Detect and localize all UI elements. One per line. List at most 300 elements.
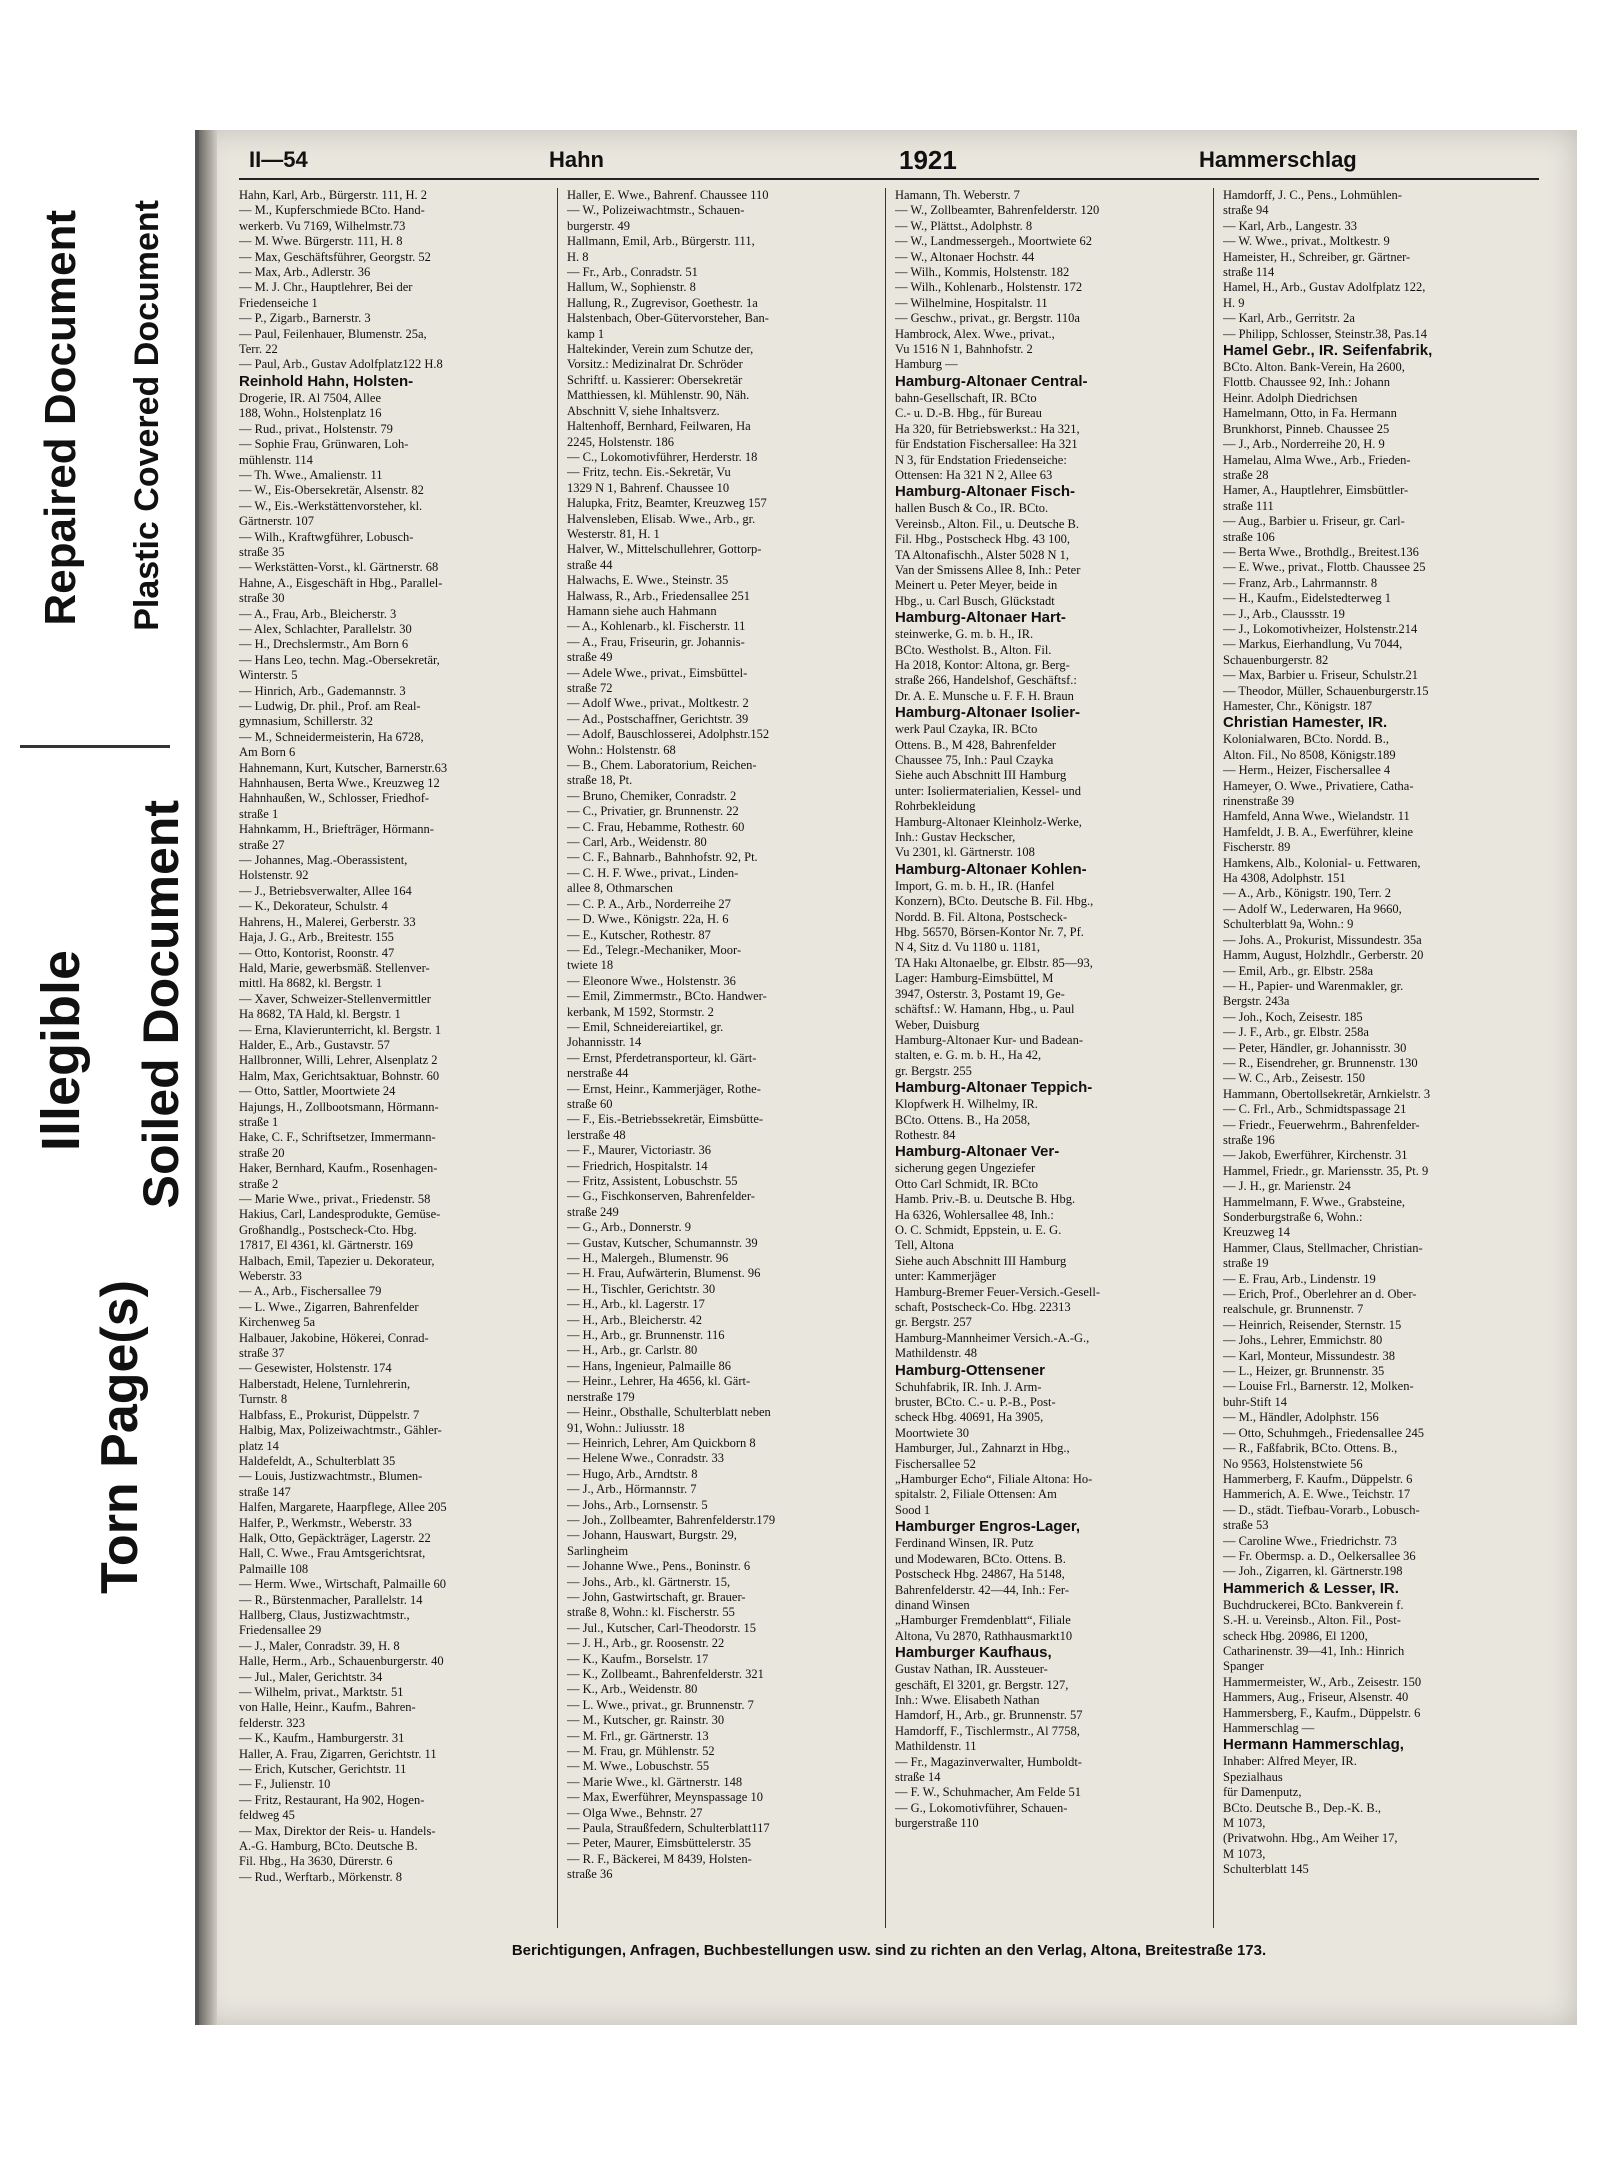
directory-entry: — Johannes, Mag.-Oberassistent, <box>239 853 408 868</box>
directory-entry: Mathildenstr. 48 <box>895 1346 977 1361</box>
directory-entry: — Markus, Eierhandlung, Vu 7044, <box>1223 637 1403 652</box>
directory-entry: feldweg 45 <box>239 1808 295 1823</box>
directory-entry: — W., Eis-Obersekretär, Alsenstr. 82 <box>239 483 424 498</box>
directory-entry: Haller, E. Wwe., Bahrenf. Chaussee 110 <box>567 188 769 202</box>
directory-entry: — A., Frau, Friseurin, gr. Johannis- <box>567 634 745 649</box>
directory-entry: straße 111 <box>1223 498 1274 513</box>
directory-entry: BCto. Ottens. B., Ha 2058, <box>895 1112 1031 1127</box>
directory-entry: Vereinsb., Alton. Fil., u. Deutsche B. <box>895 516 1080 531</box>
directory-entry: — Otto, Schuhmgeh., Friedensallee 245 <box>1223 1425 1425 1440</box>
directory-entry: — Fritz, Restaurant, Ha 902, Hogen- <box>239 1792 425 1807</box>
directory-entry: Hamburg-Altonaer Kohlen- <box>895 860 1087 878</box>
directory-entry: — L. Wwe., privat., gr. Brunnenstr. 7 <box>567 1697 754 1712</box>
directory-entry: straße 36 <box>567 1867 613 1882</box>
directory-entry: — H., Arb., Bleicherstr. 42 <box>567 1312 703 1327</box>
directory-entry: Meinert u. Peter Meyer, beide in <box>895 578 1058 593</box>
directory-entry: — M. J. Chr., Hauptlehrer, Bei der <box>239 280 413 295</box>
directory-entry: 1329 N 1, Bahrenf. Chaussee 10 <box>567 480 730 495</box>
directory-entry: Halwass, R., Arb., Friedensallee 251 <box>567 588 750 603</box>
directory-entry: — Erna, Klavierunterricht, kl. Bergstr. 1 <box>239 1022 442 1037</box>
directory-entry: Sarlingheim <box>567 1543 629 1558</box>
directory-entry: — J., Arb., Hörmannstr. 7 <box>567 1482 697 1497</box>
directory-entry: schaft, Postscheck-Co. Hbg. 22313 <box>895 1300 1071 1314</box>
directory-entry: — Louise Frl., Barnerstr. 12, Molken- <box>1223 1379 1414 1394</box>
directory-entry: — G., Lokomotivführer, Schauen- <box>895 1800 1068 1815</box>
directory-entry: H. 9 <box>1223 295 1245 310</box>
directory-entry: Großhandlg., Postscheck-Cto. Hbg. <box>239 1222 417 1237</box>
directory-entry: — Otto, Kontorist, Roonstr. 47 <box>239 945 395 960</box>
directory-entry: Bahrenfelderstr. 42—44, Inh.: Fer- <box>895 1582 1070 1597</box>
directory-entry: Buchdruckerei, BCto. Bankverein f. <box>1223 1597 1404 1612</box>
directory-entry: — A., Arb., Fischersallee 79 <box>239 1284 382 1299</box>
directory-entry: Moortwiete 30 <box>895 1425 969 1440</box>
directory-entry: Chaussee 75, Inh.: Paul Czayka <box>895 753 1054 767</box>
directory-entry: bruster, BCto. C.- u. P.-B., Post- <box>895 1395 1056 1410</box>
directory-entry: Hallung, R., Zugrevisor, Goethestr. 1a <box>567 295 758 310</box>
directory-entry: — Franz, Arb., Lahrmannstr. 8 <box>1223 575 1378 590</box>
directory-entry: N 4, Sitz d. Vu 1180 u. 1181, <box>895 940 1040 955</box>
directory-entry: — Adolf, Bauschlosserei, Adolphstr.152 <box>567 727 770 742</box>
directory-entry: — Johs., Lehrer, Emmichstr. 80 <box>1223 1333 1383 1348</box>
directory-entry: Hermann Hammerschlag, <box>1223 1736 1404 1754</box>
directory-entry: straße 53 <box>1223 1518 1269 1533</box>
directory-entry: Hamel Gebr., IR. Seifenfabrik, <box>1223 342 1433 360</box>
directory-entry: Hahnkamm, H., Briefträger, Hörmann- <box>239 822 434 837</box>
directory-entry: Halfer, P., Werkmstr., Weberstr. 33 <box>239 1515 412 1530</box>
directory-entry: Haldefeldt, A., Schulterblatt 35 <box>239 1453 396 1468</box>
directory-entry: Hamm, August, Holzhdlr., Gerberstr. 20 <box>1223 948 1424 963</box>
directory-entry: — C., Privatier, gr. Brunnenstr. 22 <box>567 804 739 819</box>
directory-entry: — Gesewister, Holstenstr. 174 <box>239 1361 392 1376</box>
directory-entry: Halm, Max, Gerichtsaktuar, Bohnstr. 60 <box>239 1068 440 1083</box>
directory-entry: für Endstation Fischersallee: Ha 321 <box>895 437 1078 452</box>
directory-entry: straße 30 <box>239 591 285 606</box>
directory-entry: Altona, Vu 2870, Rathhausmarkt10 <box>895 1628 1073 1643</box>
directory-entry: Kirchenweg 5a <box>239 1315 316 1330</box>
directory-entry: straße 49 <box>567 650 613 665</box>
directory-entry: sicherung gegen Ungeziefer <box>895 1161 1036 1176</box>
directory-entry: Fischerstr. 89 <box>1223 840 1291 855</box>
directory-entry: — Karl, Arb., Langestr. 33 <box>1223 218 1358 233</box>
directory-entry: straße 14 <box>895 1769 941 1784</box>
directory-entry: Schulterblatt 9a, Wohn.: 9 <box>1223 917 1354 932</box>
directory-entry: straße 2 <box>239 1176 279 1191</box>
directory-entry: Hamfeldt, J. B. A., Ewerführer, kleine <box>1223 824 1414 839</box>
publisher-footer: Berichtigungen, Anfragen, Buchbestellungen usw. sind zu richten an den Verlag, Altona, Breitestraße 173. <box>511 1942 1267 1959</box>
directory-entry: — F., Julienstr. 10 <box>239 1777 331 1792</box>
directory-entry: C.- u. D.-B. Hbg., für Bureau <box>895 406 1042 421</box>
directory-entry: Vu 1516 N 1, Bahnhofstr. 2 <box>895 342 1033 357</box>
directory-entry: Schauenburgerstr. 82 <box>1223 652 1329 667</box>
directory-entry: — W., Landmessergeh., Moortwiete 62 <box>895 234 1092 249</box>
directory-entry: Siehe auch Abschnitt III Hamburg <box>895 1253 1067 1268</box>
directory-entry: Vorsitz.: Medizinalrat Dr. Schröder <box>567 357 743 372</box>
directory-entry: — W., Plättst., Adolphstr. 8 <box>895 218 1033 233</box>
directory-entry: — Fr., Arb., Conradstr. 51 <box>567 265 698 280</box>
directory-entry: — Helene Wwe., Conradstr. 33 <box>567 1451 725 1466</box>
directory-entry: Ha 6326, Wohlersallee 48, Inh.: <box>895 1207 1054 1222</box>
directory-entry: — A., Kohlenarb., kl. Fischerstr. 11 <box>567 619 746 634</box>
directory-entry: Hamburger Engros-Lager, <box>895 1518 1081 1536</box>
directory-entry: — E., Kutscher, Rothestr. 87 <box>567 927 711 942</box>
directory-entry: Hambrock, Alex. Wwe., privat., <box>895 326 1055 341</box>
directory-entry: Catharinenstr. 39—41, Inh.: Hinrich <box>1223 1643 1405 1658</box>
directory-entry: Hamel, H., Arb., Gustav Adolfplatz 122, <box>1223 280 1426 295</box>
directory-entry: — Johs., Arb., kl. Gärtnerstr. 15, <box>567 1574 731 1589</box>
directory-entry: Palmaille 108 <box>239 1561 309 1576</box>
directory-entry: werkerb. Vu 7169, Wilhelmstr.73 <box>239 218 406 233</box>
directory-entry: straße 72 <box>567 681 613 695</box>
directory-entry: straße 249 <box>567 1204 619 1219</box>
header-last-name: Hammerschlag <box>1199 147 1357 172</box>
directory-entry: — H., Arb., gr. Brunnenstr. 116 <box>567 1328 725 1343</box>
directory-entry: — J., Betriebsverwalter, Allee 164 <box>239 883 412 898</box>
directory-entry: — Hinrich, Arb., Gademannstr. 3 <box>239 683 406 698</box>
directory-entry: Hallbronner, Willi, Lehrer, Alsenplatz 2 <box>239 1053 438 1068</box>
directory-entry: Halbauer, Jakobine, Hökerei, Conrad- <box>239 1330 429 1345</box>
directory-entry: Hamb. Priv.-B. u. Deutsche B. Hbg. <box>895 1192 1076 1207</box>
directory-entry: straße 35 <box>239 544 285 559</box>
directory-entry: Abschnitt V, siehe Inhaltsverz. <box>567 403 720 418</box>
directory-entry: straße 1 <box>239 806 279 821</box>
directory-entry: — W., Polizeiwachtmstr., Schauen- <box>567 203 745 218</box>
directory-entry: 188, Wohn., Holstenplatz 16 <box>239 406 382 421</box>
directory-entry: — J. F., Arb., gr. Elbstr. 258a <box>1223 1025 1369 1040</box>
directory-entry: stalten, e. G. m. b. H., Ha 42, <box>895 1048 1042 1063</box>
directory-entry: — Th. Wwe., Amalienstr. 11 <box>239 467 383 482</box>
directory-entry: — H., Arb., gr. Carlstr. 80 <box>567 1343 698 1358</box>
column-3 <box>895 188 1205 1928</box>
directory-entry: Konzern), BCto. Deutsche B. Fil. Hbg., <box>895 894 1094 909</box>
directory-entry: Winterstr. 5 <box>239 668 298 683</box>
directory-entry: Inh.: Gustav Heckscher, <box>895 830 1016 845</box>
directory-entry: — Jakob, Ewerführer, Kirchenstr. 31 <box>1223 1148 1408 1163</box>
directory-entry: 91, Wohn.: Juliusstr. 18 <box>567 1420 685 1435</box>
directory-entry: buhr-Stift 14 <box>1223 1394 1287 1409</box>
directory-entry: Hajungs, H., Zollbootsmann, Hörmann- <box>239 1099 439 1114</box>
directory-entry: Hallberg, Claus, Justizwachtmstr., <box>239 1607 410 1622</box>
directory-entry: Hammersberg, F., Kaufm., Düppelstr. 6 <box>1223 1705 1421 1720</box>
directory-entry: Hammermeister, W., Arb., Zeisestr. 150 <box>1223 1674 1422 1689</box>
directory-entry: Fil. Hbg., Ha 3630, Dürerstr. 6 <box>239 1854 393 1869</box>
directory-entry: burgerstr. 49 <box>567 218 630 233</box>
directory-entry: A.-G. Hamburg, BCto. Deutsche B. <box>239 1839 418 1854</box>
directory-entry: Hamburg-Mannheimer Versich.-A.-G., <box>895 1330 1090 1345</box>
directory-entry: Hamburg-Altonaer Fisch- <box>895 483 1076 501</box>
directory-entry: Hammann, Obertollsekretär, Arnkielstr. 3 <box>1223 1086 1431 1101</box>
directory-entry: Schriftf. u. Kassierer: Obersekretär <box>567 372 743 387</box>
directory-entry: Hallmann, Emil, Arb., Bürgerstr. 111, <box>567 234 755 249</box>
directory-entry: Hamkens, Alb., Kolonial- u. Fettwaren, <box>1223 855 1421 870</box>
directory-entry: — Hugo, Arb., Arndtstr. 8 <box>567 1466 698 1481</box>
directory-entry: — R., Faßfabrik, BCto. Ottens. B., <box>1223 1441 1398 1456</box>
directory-entry: Ha 4308, Adolphstr. 151 <box>1223 871 1346 886</box>
directory-entry: Hald, Marie, gewerbsmäß. Stellenver- <box>239 960 430 975</box>
directory-entry: — Wilhelm, privat., Marktstr. 51 <box>239 1685 404 1699</box>
directory-entry: — J., Lokomotivheizer, Holstenstr.214 <box>1223 621 1418 636</box>
directory-entry: Haltenhoff, Bernhard, Feilwaren, Ha <box>567 419 751 434</box>
soiled-label: Soiled Document <box>133 800 189 1209</box>
directory-entry: — Marie Wwe., kl. Gärtnerstr. 148 <box>567 1774 743 1789</box>
directory-entry: — M. Wwe. Bürgerstr. 111, H. 8 <box>239 234 403 249</box>
directory-entry: burgerstraße 110 <box>895 1816 979 1831</box>
directory-entry: N 3, für Endstation Friedenseiche: <box>895 452 1067 467</box>
directory-entry: Halberstadt, Helene, Turnlehrerin, <box>239 1376 411 1391</box>
directory-entry: — Bruno, Chemiker, Conradstr. 2 <box>567 788 737 803</box>
directory-entry: Van der Smissens Allee 8, Inh.: Peter <box>895 562 1081 577</box>
directory-entry: — Johann, Hauswart, Burgstr. 29, <box>567 1528 737 1543</box>
directory-entry: — D., städt. Tiefbau-Vorarb., Lobusch- <box>1223 1502 1420 1517</box>
directory-entry: Hamelau, Alma Wwe., Arb., Frieden- <box>1223 452 1411 467</box>
directory-entry: Hamfeld, Anna Wwe., Wielandstr. 11 <box>1223 809 1410 824</box>
directory-entry: Schuhfabrik, IR. Inh. J. Arm- <box>895 1379 1042 1394</box>
directory-entry: Haller, A. Frau, Zigarren, Gerichtstr. 11 <box>239 1746 437 1761</box>
directory-entry: straße 60 <box>567 1096 613 1111</box>
directory-entry: — W. Wwe., privat., Moltkestr. 9 <box>1223 234 1390 249</box>
directory-entry: BCto. Deutsche B., Dep.-K. B., <box>1223 1800 1381 1815</box>
directory-entry: — Wilh., Kommis, Holstenstr. 182 <box>895 265 1070 280</box>
directory-entry: Terr. 22 <box>239 342 278 357</box>
directory-entry: — Max, Barbier u. Friseur, Schulstr.21 <box>1223 668 1418 683</box>
directory-entry: — Fr., Magazinverwalter, Humboldt- <box>895 1754 1082 1769</box>
directory-entry: — H., Kaufm., Eidelstedterweg 1 <box>1223 591 1392 606</box>
directory-entry: — W. C., Arb., Zeisestr. 150 <box>1223 1071 1366 1086</box>
directory-entry: — Philipp, Schlosser, Steinstr.38, Pas.14 <box>1223 326 1428 341</box>
directory-entry: — Xaver, Schweizer-Stellenvermittler <box>239 991 431 1006</box>
directory-entry: geschäft, El 3201, gr. Bergstr. 127, <box>895 1677 1069 1692</box>
directory-entry: — R., Bürstenmacher, Parallelstr. 14 <box>239 1592 423 1607</box>
directory-entry: Halder, E., Arb., Gustavstr. 57 <box>239 1037 390 1052</box>
directory-entry: platz 14 <box>239 1438 279 1453</box>
directory-entry: Hamburg-Altonaer Central- <box>895 372 1088 390</box>
directory-entry: — Theodor, Müller, Schauenburgerstr.15 <box>1223 683 1429 698</box>
directory-entry: Hahrens, H., Malerei, Gerberstr. 33 <box>239 914 416 929</box>
directory-entry: — A., Arb., Königstr. 190, Terr. 2 <box>1223 886 1391 901</box>
directory-entry: Hahnhausen, Berta Wwe., Kreuzweg 12 <box>239 776 440 791</box>
directory-entry: — W., Altonaer Hochstr. 44 <box>895 249 1035 264</box>
directory-entry: hallen Busch & Co., IR. BCto. <box>895 501 1049 516</box>
directory-entry: Hamburg-Ottensener <box>895 1361 1046 1379</box>
directory-entry: — Herm. Wwe., Wirtschaft, Palmaille 60 <box>239 1577 446 1592</box>
directory-entry: felderstr. 323 <box>239 1715 305 1730</box>
directory-entry: Hammerich, A. E. Wwe., Teichstr. 17 <box>1223 1487 1411 1502</box>
column-rule <box>557 188 558 1928</box>
directory-entry: — Alex, Schlachter, Parallelstr. 30 <box>239 621 412 636</box>
directory-entry: Hamdorff, J. C., Pens., Lohmühlen- <box>1223 188 1402 202</box>
directory-entry: — Max, Ewerführer, Meynspassage 10 <box>567 1790 763 1805</box>
directory-entry: — M., Kutscher, gr. Rainstr. 30 <box>567 1713 725 1728</box>
directory-entry: Hamburg-Altonaer Isolier- <box>895 704 1081 722</box>
directory-entry: BCto. Alton. Bank-Verein, Ha 2600, <box>1223 360 1405 375</box>
directory-entry: scheck Hbg. 40691, Ha 3905, <box>895 1410 1044 1425</box>
directory-entry: — L., Heizer, gr. Brunnenstr. 35 <box>1223 1364 1385 1379</box>
directory-entry: kamp 1 <box>567 326 605 341</box>
directory-entry: — M. Frau, gr. Mühlenstr. 52 <box>567 1744 715 1759</box>
directory-entry: TA Altonafischh., Alster 5028 N 1, <box>895 547 1069 562</box>
directory-entry: — Johs., Arb., Lornsenstr. 5 <box>567 1497 708 1512</box>
directory-entry: — Adolf W., Lederwaren, Ha 9660, <box>1223 901 1402 916</box>
directory-entry: Rothestr. 84 <box>895 1127 956 1142</box>
directory-entry: Rohrbekleidung <box>895 799 976 814</box>
directory-entry: Sood 1 <box>895 1502 931 1517</box>
directory-entry: — Joh., Zigarren, kl. Gärtnerstr.198 <box>1223 1564 1403 1579</box>
directory-entry: — M., Händler, Adolphstr. 156 <box>1223 1410 1379 1425</box>
directory-entry: (Privatwohn. Hbg., Am Weiher 17, <box>1223 1831 1398 1846</box>
directory-entry: straße 44 <box>567 557 613 572</box>
directory-entry: gr. Bergstr. 257 <box>895 1315 972 1330</box>
directory-entry: straße 114 <box>1223 265 1275 280</box>
directory-entry: — Berta Wwe., Brothdlg., Breitest.136 <box>1223 544 1419 559</box>
directory-entry: — Ernst, Pferdetransporteur, kl. Gärt- <box>567 1050 757 1065</box>
repaired-label: Repaired Document <box>36 210 85 626</box>
directory-entry: Gustav Nathan, IR. Aussteuer- <box>895 1662 1048 1677</box>
directory-entry: Halk, Otto, Gepäckträger, Lagerstr. 22 <box>239 1530 431 1545</box>
column-rule <box>1213 188 1214 1928</box>
directory-entry: Haker, Bernhard, Kaufm., Rosenhagen- <box>239 1161 438 1176</box>
directory-entry: realschule, gr. Brunnenstr. 7 <box>1223 1302 1364 1317</box>
directory-entry: H. 8 <box>567 249 589 264</box>
directory-entry: Import, G. m. b. H., IR. (Hanfel <box>895 878 1055 893</box>
directory-entry: — Adele Wwe., privat., Eimsbüttel- <box>567 665 748 680</box>
directory-entry: — F. W., Schuhmacher, Am Felde 51 <box>895 1785 1081 1800</box>
plastic-covered-label: Plastic Covered Document <box>128 200 166 631</box>
directory-entry: — Hans Leo, techn. Mag.-Obersekretär, <box>239 652 440 667</box>
directory-entry: Sonderburgstraße 6, Wohn.: <box>1223 1210 1363 1224</box>
header-first-name: Hahn <box>549 147 604 172</box>
directory-entry: Ha 2018, Kontor: Altona, gr. Berg- <box>895 657 1070 672</box>
directory-entry: Haja, J. G., Arb., Breitestr. 155 <box>239 930 394 945</box>
directory-entry: Weberstr. 33 <box>239 1269 302 1284</box>
directory-entry: schäftsf.: W. Hamann, Hbg., u. Paul <box>895 1002 1075 1017</box>
directory-entry: — Fritz, Assistent, Lobuschstr. 55 <box>567 1174 738 1188</box>
directory-entry: — E. Wwe., privat., Flottb. Chaussee 25 <box>1223 560 1426 575</box>
directory-entry: — Caroline Wwe., Friedrichstr. 73 <box>1223 1533 1397 1548</box>
directory-entry: Hammers, Aug., Friseur, Alsenstr. 40 <box>1223 1690 1409 1705</box>
directory-page <box>195 130 1577 2025</box>
directory-entry: für Damenputz, <box>1223 1785 1302 1800</box>
directory-entry: — Wilhelmine, Hospitalstr. 11 <box>895 295 1048 310</box>
directory-entry: — Werkstätten-Vorst., kl. Gärtnerstr. 68 <box>239 560 439 575</box>
directory-entry: Ottens. B., M 428, Bahrenfelder <box>895 737 1057 752</box>
directory-entry: — Joh., Zollbeamter, Bahrenfelderstr.179 <box>567 1512 776 1527</box>
directory-entry: Fischersallee 52 <box>895 1456 976 1471</box>
directory-entry: — Marie Wwe., privat., Friedenstr. 58 <box>239 1192 431 1206</box>
directory-entry: Hbg., u. Carl Busch, Glückstadt <box>895 593 1055 608</box>
directory-entry: Ha 320, für Betriebswerkst.: Ha 321, <box>895 421 1080 436</box>
directory-entry: — B., Chem. Laboratorium, Reichen- <box>567 758 757 773</box>
directory-entry: — Olga Wwe., Behnstr. 27 <box>567 1805 703 1820</box>
directory-entry: straße 94 <box>1223 203 1269 218</box>
directory-entry: Friedensallee 29 <box>239 1623 322 1638</box>
directory-entry: Fil. Hbg., Postscheck Hbg. 43 100, <box>895 532 1070 547</box>
directory-entry: Siehe auch Abschnitt III Hamburg <box>895 768 1067 783</box>
directory-entry: — K., Dekorateur, Schulstr. 4 <box>239 899 388 914</box>
directory-entry: Johannisstr. 14 <box>567 1035 642 1050</box>
directory-entry: — Otto, Sattler, Moortwiete 24 <box>239 1084 396 1099</box>
directory-entry: S.-H. u. Vereinsb., Alton. Fil., Post- <box>1223 1613 1401 1628</box>
directory-entry: Hammel, Friedr., gr. Mariensstr. 35, Pt. 9 <box>1223 1163 1429 1178</box>
directory-entry: — Ludwig, Dr. phil., Prof. am Real- <box>239 699 421 713</box>
directory-entry: Turnstr. 8 <box>239 1392 288 1407</box>
directory-entry: Halfen, Margarete, Haarpflege, Allee 205 <box>239 1500 447 1515</box>
directory-entry: — Ad., Postschaffner, Gerichtstr. 39 <box>567 711 749 726</box>
directory-entry: — Jul., Kutscher, Carl-Theodorstr. 15 <box>567 1620 757 1635</box>
directory-entry: Spezialhaus <box>1223 1769 1283 1784</box>
directory-entry: Hamann siehe auch Hahmann <box>567 603 717 618</box>
directory-entry: Brunkhorst, Pinneb. Chaussee 25 <box>1223 421 1390 436</box>
directory-entry: Heinr. Adolph Diedrichsen <box>1223 390 1358 405</box>
directory-entry: — Friedrich, Hospitalstr. 14 <box>567 1158 708 1173</box>
directory-entry: twiete 18 <box>567 958 614 973</box>
directory-entry: Halbig, Max, Polizeiwachtmstr., Gähler- <box>239 1423 442 1438</box>
directory-entry: — K., Zollbeamt., Bahrenfelderstr. 321 <box>567 1667 764 1681</box>
directory-entry: gr. Bergstr. 255 <box>895 1063 972 1078</box>
directory-entry: straße 106 <box>1223 529 1275 544</box>
directory-entry: Westerstr. 81, H. 1 <box>567 526 660 541</box>
directory-entry: nerstraße 44 <box>567 1066 629 1081</box>
directory-entry: Kolonialwaren, BCto. Nordd. B., <box>1223 732 1389 747</box>
directory-entry: — Fritz, techn. Eis.-Sekretär, Vu <box>567 465 731 480</box>
directory-entry: Otto Carl Schmidt, IR. BCto <box>895 1176 1039 1191</box>
directory-entry: — Karl, Monteur, Missundestr. 38 <box>1223 1348 1396 1363</box>
directory-entry: — K., Kaufm., Hamburgerstr. 31 <box>239 1731 405 1746</box>
directory-entry: Mathildenstr. 11 <box>895 1739 977 1754</box>
directory-entry: Hammerberg, F. Kaufm., Düppelstr. 6 <box>1223 1471 1413 1486</box>
directory-entry: Halbach, Emil, Tapezier u. Dekorateur, <box>239 1253 435 1268</box>
directory-entry: Hamburg-Altonaer Kleinholz-Werke, <box>895 814 1082 829</box>
directory-entry: — H. Frau, Aufwärterin, Blumenst. 96 <box>567 1266 761 1281</box>
directory-entry: „Hamburger Echo“, Filiale Altona: Ho- <box>895 1472 1093 1487</box>
directory-entry: Halwachs, E. Wwe., Steinstr. 35 <box>567 573 729 588</box>
directory-entry: — P., Zigarb., Barnerstr. 3 <box>239 311 371 326</box>
directory-entry: — Paul, Feilenhauer, Blumenstr. 25a, <box>239 326 427 341</box>
directory-entry: — Erich, Prof., Oberlehrer an d. Ober- <box>1223 1287 1417 1302</box>
directory-entry: Hamann, Th. Weberstr. 7 <box>895 188 1020 202</box>
directory-entry: — Peter, Händler, gr. Johannisstr. 30 <box>1223 1040 1407 1055</box>
directory-entry: — Heinr., Lehrer, Ha 4656, kl. Gärt- <box>567 1374 751 1389</box>
directory-entry: — Rud., privat., Holstenstr. 79 <box>239 421 393 436</box>
directory-entry: Hamburger, Jul., Zahnarzt in Hbg., <box>895 1441 1070 1456</box>
directory-entry: — Louis, Justizwachtmstr., Blumen- <box>239 1469 423 1484</box>
directory-entry: Friedenseiche 1 <box>239 295 318 310</box>
directory-entry: Alton. Fil., No 8508, Königstr.189 <box>1223 747 1396 762</box>
directory-entry: — Wilh., Kraftwgführer, Lobusch- <box>239 529 414 544</box>
directory-entry: Hammelmann, F. Wwe., Grabsteine, <box>1223 1194 1406 1209</box>
directory-entry: Wohn.: Holstenstr. 68 <box>567 742 676 757</box>
directory-entry: — Paul, Arb., Gustav Adolfplatz122 H.8 <box>239 357 443 372</box>
directory-entry: — M., Kupferschmiede BCto. Hand- <box>239 203 425 218</box>
directory-entry: von Halle, Heinr., Kaufm., Bahren- <box>239 1700 416 1715</box>
directory-entry: spitalstr. 2, Filiale Ottensen: Am <box>895 1487 1057 1502</box>
directory-entry: — C. H. F. Wwe., privat., Linden- <box>567 865 739 880</box>
directory-entry: dinand Winsen <box>895 1597 970 1612</box>
directory-entry: scheck Hbg. 20986, El 1200, <box>1223 1628 1368 1643</box>
directory-entry: Halver, W., Mittelschullehrer, Gottorp- <box>567 542 762 557</box>
directory-entry: Hamdorf, H., Arb., gr. Brunnenstr. 57 <box>895 1708 1083 1723</box>
column-2 <box>567 188 877 1928</box>
directory-entry: — M., Schneidermeisterin, Ha 6728, <box>239 729 424 744</box>
directory-entry: 17817, El 4361, kl. Gärtnerstr. 169 <box>239 1238 413 1253</box>
directory-entry: Hakius, Carl, Landesprodukte, Gemüse- <box>239 1207 441 1222</box>
directory-entry: straße 147 <box>239 1484 291 1499</box>
directory-entry: — K., Arb., Weidenstr. 80 <box>567 1682 698 1697</box>
directory-entry: Hamburg-Altonaer Hart- <box>895 609 1066 627</box>
directory-entry: — G., Fischkonserven, Bahrenfelder- <box>567 1189 755 1204</box>
directory-entry: Hammerschlag — <box>1223 1721 1315 1735</box>
directory-entry: Hake, C. F., Schriftsetzer, Immermann- <box>239 1130 436 1145</box>
header-year: 1921 <box>899 145 957 175</box>
directory-entry: Drogerie, IR. Al 7504, Allee <box>239 390 381 405</box>
